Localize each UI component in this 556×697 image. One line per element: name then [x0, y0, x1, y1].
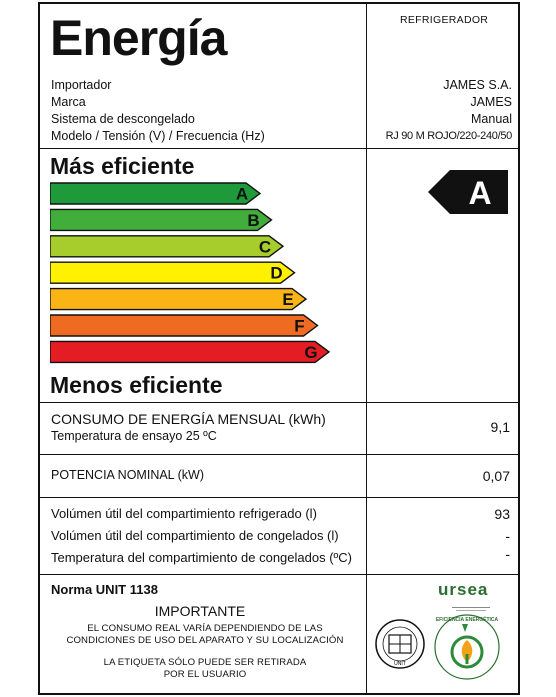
- divider-line: [38, 454, 520, 455]
- scale-bar-label-f: F: [294, 316, 305, 336]
- test-temperature-label: Temperatura de ensayo 25 ºC: [51, 429, 217, 443]
- freezer-temperature-value: -: [505, 546, 510, 562]
- power-value: 0,07: [482, 468, 510, 484]
- consumption-label: CONSUMO DE ENERGÍA MENSUAL (kWh): [51, 411, 326, 427]
- scale-bar-label-e: E: [282, 290, 294, 310]
- freezer-volume-label: Volúmen útil del compartimiento de congelados (l): [51, 528, 339, 543]
- scale-bar-label-b: B: [247, 210, 260, 230]
- info-value-model: RJ 90 M ROJO/220-240/50: [385, 130, 512, 142]
- least-efficient-label: Menos eficiente: [50, 372, 223, 398]
- energy-title: Energía: [50, 10, 227, 66]
- divider-line: [38, 402, 520, 403]
- freezer-temperature-label: Temperatura del compartimiento de congelados (ºC): [51, 550, 353, 565]
- standard-label: Norma UNIT 1138: [51, 582, 158, 597]
- info-label-importer: Importador: [51, 78, 112, 92]
- fridge-volume-value: 93: [494, 506, 510, 522]
- info-value-brand: JAMES: [470, 95, 512, 109]
- divider-line: [38, 148, 520, 149]
- info-value-defrost: Manual: [471, 112, 512, 126]
- efficiency-scale: [50, 182, 350, 367]
- rating-arrow: [428, 170, 508, 214]
- info-values: [312, 77, 512, 145]
- scale-bar-label-d: D: [270, 263, 283, 283]
- product-type: REFRIGERADOR: [400, 14, 489, 26]
- rating-class-letter: A: [468, 175, 492, 211]
- info-label-defrost: Sistema de descongelado: [51, 112, 195, 126]
- removal-line: LA ETIQUETA SÓLO PUEDE SER RETIRADA: [103, 657, 307, 668]
- scale-bar-a: [50, 183, 260, 204]
- ursea-logo: [438, 580, 508, 610]
- unit-seal-text: UNIT: [394, 661, 406, 667]
- removal-notice: [40, 657, 370, 681]
- info-labels: [51, 77, 265, 145]
- important-line: EL CONSUMO REAL VARÍA DEPENDIENDO DE LAS: [87, 623, 323, 634]
- scale-bar-f: [50, 315, 318, 336]
- scale-bar-g: [50, 341, 329, 362]
- divider-line: [38, 574, 520, 575]
- scale-bar-label-g: G: [304, 342, 318, 362]
- scale-bar-label-a: A: [235, 184, 249, 204]
- scale-bar-e: [50, 289, 306, 310]
- info-label-brand: Marca: [51, 95, 86, 109]
- freezer-volume-value: -: [505, 528, 510, 544]
- important-title: IMPORTANTE: [154, 603, 246, 619]
- fridge-volume-label: Volúmen útil del compartimiento refrigerado (l): [51, 506, 317, 521]
- energy-efficiency-seal-icon: [432, 612, 502, 682]
- power-label: POTENCIA NOMINAL (kW): [51, 468, 205, 482]
- important-line: CONDICIONES DE USO DEL APARATO Y SU LOCALIZACIÓN: [66, 635, 344, 646]
- removal-line: POR EL USUARIO: [163, 669, 247, 680]
- ee-seal-text: EFICIENCIA ENERGÉTICA: [435, 617, 499, 623]
- info-label-model: Modelo / Tensión (V) / Frecuencia (Hz): [51, 129, 265, 143]
- important-notice: [40, 623, 370, 647]
- scale-bar-b: [50, 209, 272, 230]
- scale-bar-label-c: C: [258, 237, 272, 257]
- ursea-wordmark: ursea: [438, 580, 489, 599]
- info-value-importer: JAMES S.A.: [443, 78, 512, 92]
- scale-bar-d: [50, 262, 295, 283]
- scale-bar-c: [50, 236, 283, 257]
- divider-line: [38, 497, 520, 498]
- most-efficient-label: Más eficiente: [50, 153, 195, 179]
- consumption-value: 9,1: [490, 419, 510, 435]
- unit-seal-icon: [374, 618, 426, 670]
